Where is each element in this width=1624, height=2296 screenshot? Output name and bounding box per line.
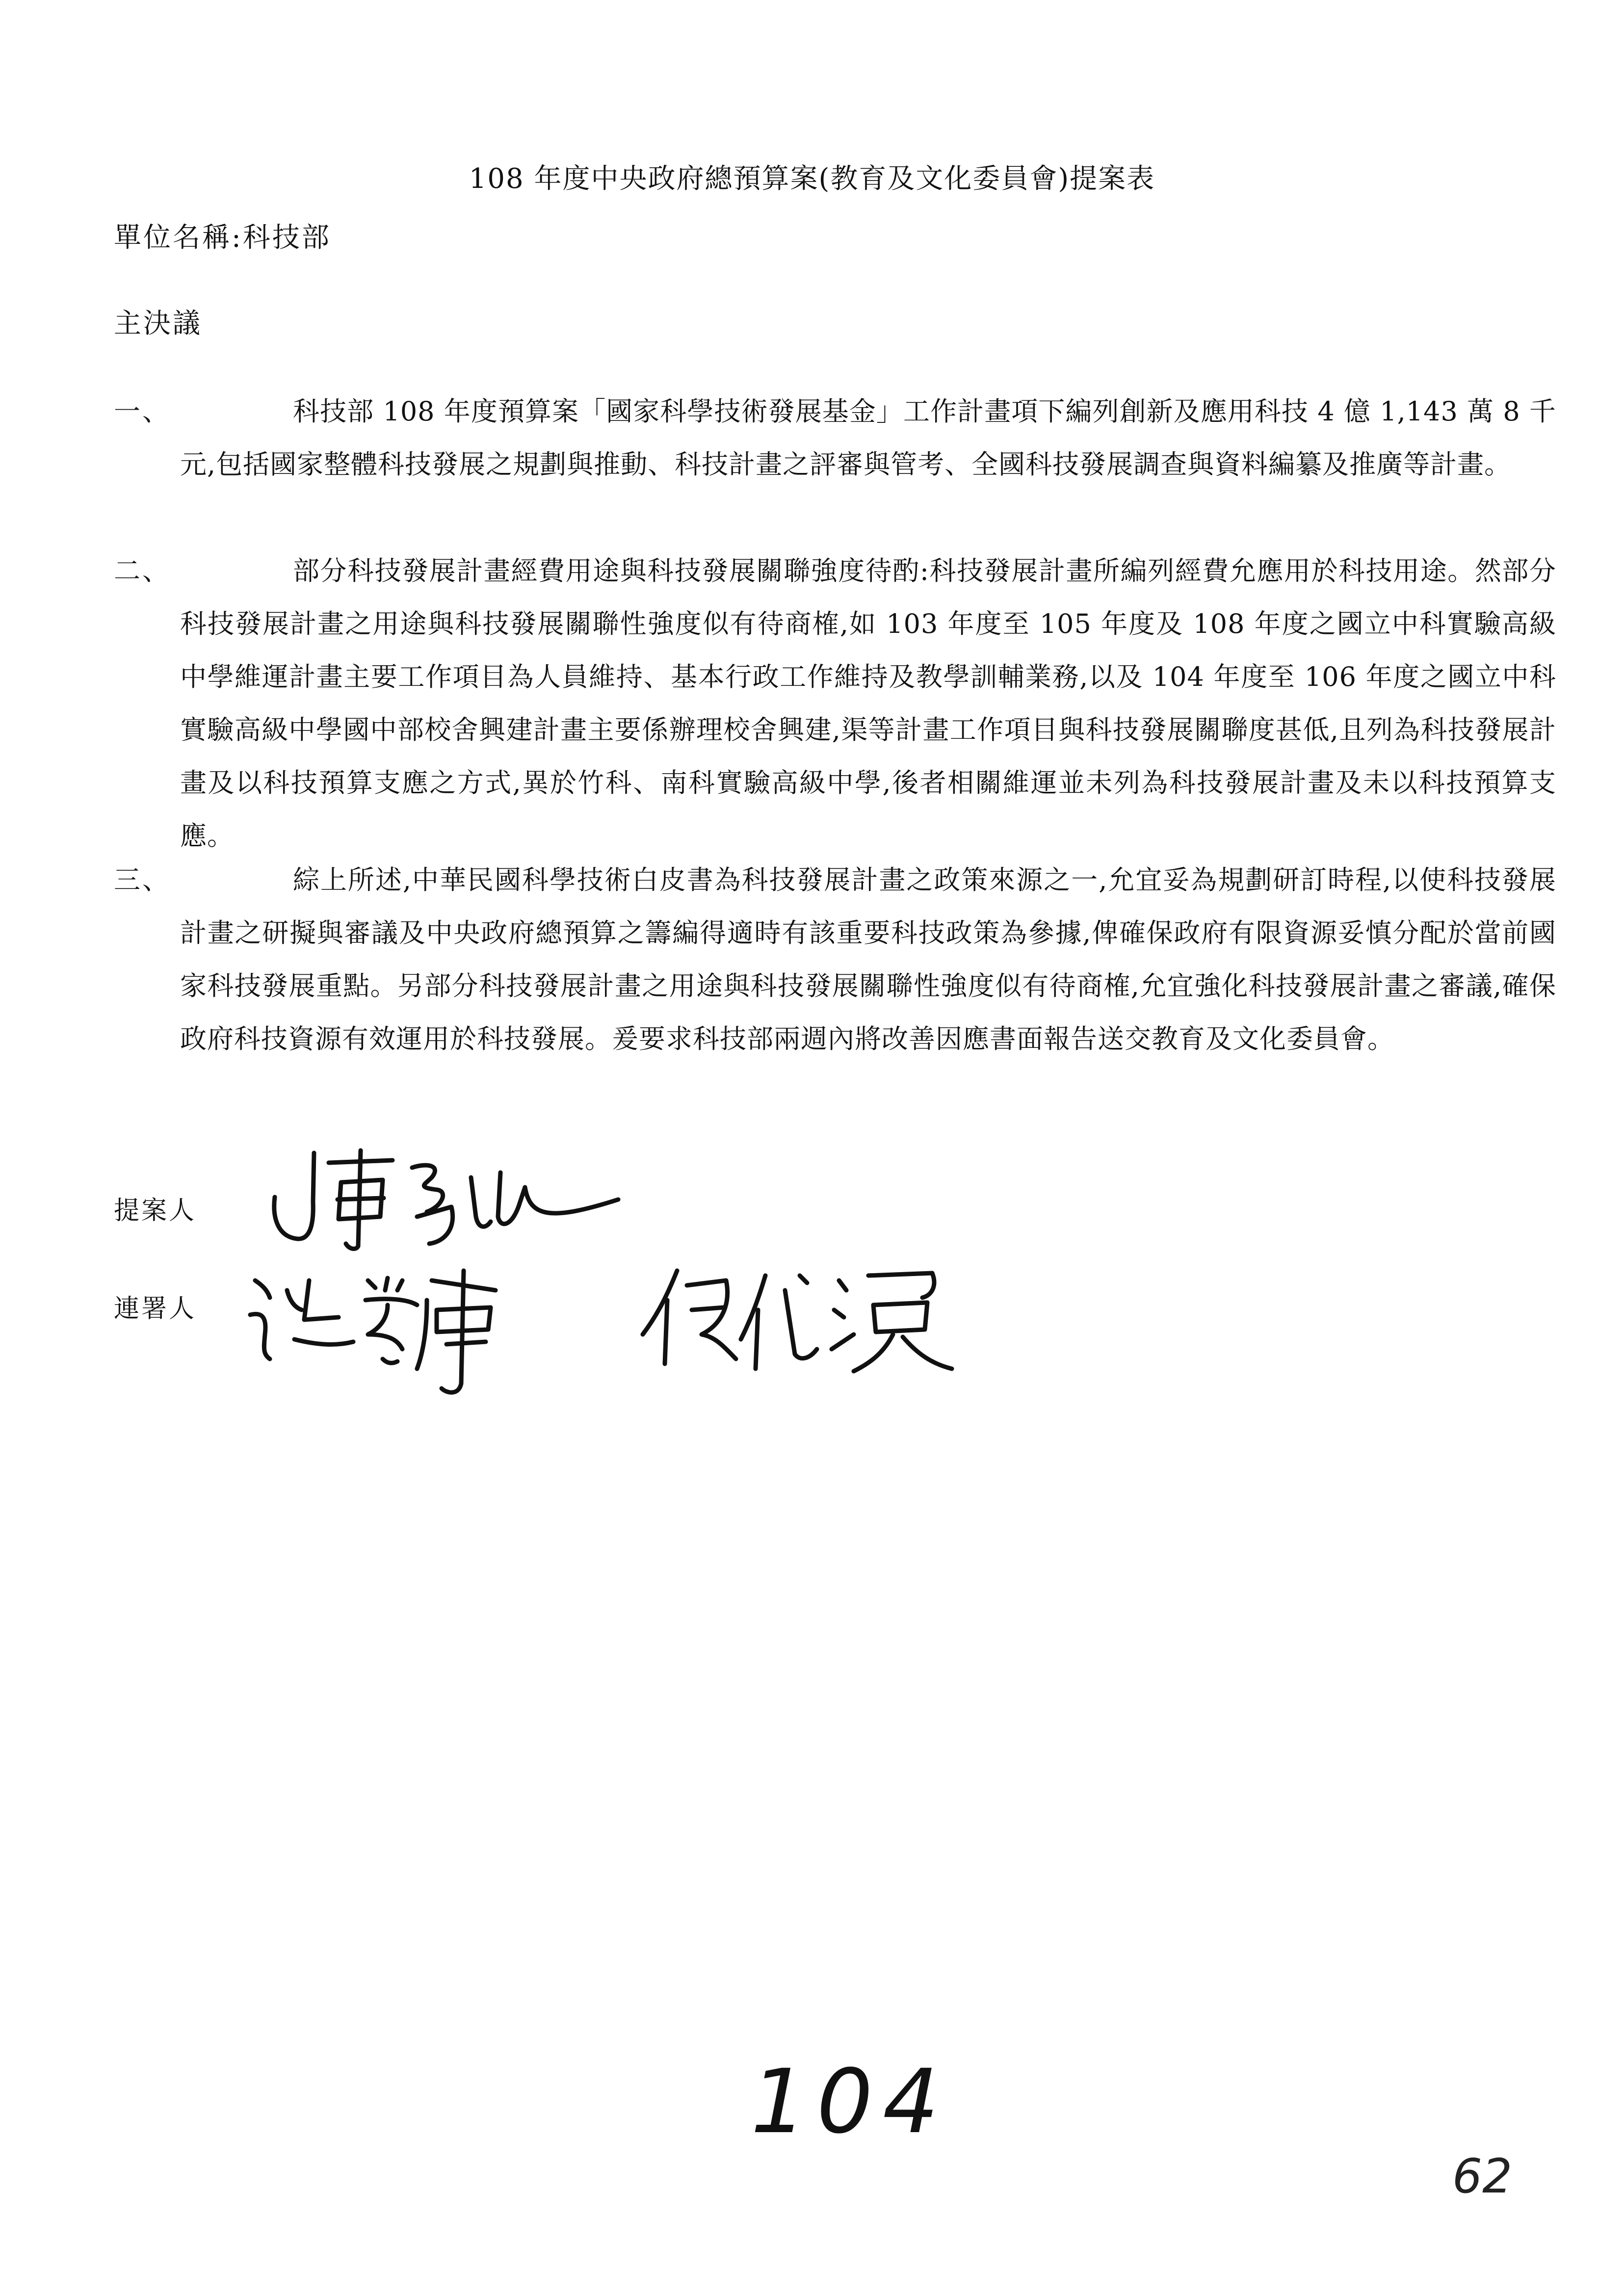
unit-name-label: 單位名稱: — [114, 222, 243, 254]
proposer-label: 提案人 — [114, 1196, 197, 1226]
resolution-item-1 — [114, 385, 1556, 491]
item-text: 部分科技發展計畫經費用途與科技發展關聯強度待酌:科技發展計畫所編列經費允應用於科技用途。然部分科技發展計畫之用途與科技發展關聯性強度似有待商榷,如 103 年度至 105 年度及 108 年度之國立中科實驗高級中學維運計畫主要工作項目為人員維持、基本行政工作維持及教學訓輔業務,以及 104 年度至 106 年度之國立中科實驗高級中學國中部校舍興建計畫主要係辦理校舍興建,渠等計畫工作項目與科技發展關聯度甚低,且列為科技發展計畫及以科技預算支應之方式,異於竹科、南科實驗高級中學,後者相關維運並未列為科技發展計畫及未以科技預算支應。 — [180, 555, 1556, 851]
item-text: 科技部 108 年度預算案「國家科學技術發展基金」工作計畫項下編列創新及應用科技 4 億 1,143 萬 8 千元,包括國家整體科技發展之規劃與推動、科技計畫之評審與管考、全國科技發展調查與資料編纂及推廣等計畫。 — [180, 396, 1556, 480]
main-resolution-heading: 主決議 — [114, 308, 202, 339]
resolution-item-2 — [114, 545, 1556, 862]
resolution-item-3 — [114, 854, 1556, 1066]
item-marker: 三、 — [114, 864, 171, 895]
item-text: 綜上所述,中華民國科學技術白皮書為科技發展計畫之政策來源之一,允宜妥為規劃研訂時程,以使科技發展計畫之研擬與審議及中央政府總預算之籌編得適時有該重要科技政策為參據,俾確保政府有限資源妥慎分配於當前國家科技發展重點。另部分科技發展計畫之用途與科技發展關聯性強度似有待商榷,允宜強化科技發展計畫之審議,確保政府科技資源有效運用於科技發展。爰要求科技部兩週內將改善因應書面報告送交教育及文化委員會。 — [180, 864, 1556, 1054]
proposer-signature — [255, 1143, 628, 1256]
cosigner-signature-1 — [240, 1261, 545, 1408]
handwritten-page-number: 104 — [751, 2051, 949, 2153]
cosigner-label: 連署人 — [114, 1294, 197, 1324]
item-marker: 一、 — [114, 396, 171, 427]
corner-page-number: 62 — [1452, 2149, 1513, 2204]
document-title: 108 年度中央政府總預算案(教育及文化委員會)提案表 — [469, 163, 1155, 195]
unit-name-line — [114, 216, 331, 255]
item-marker: 二、 — [114, 555, 171, 586]
unit-name-value: 科技部 — [242, 222, 331, 254]
cosigner-signature-2 — [638, 1256, 962, 1383]
